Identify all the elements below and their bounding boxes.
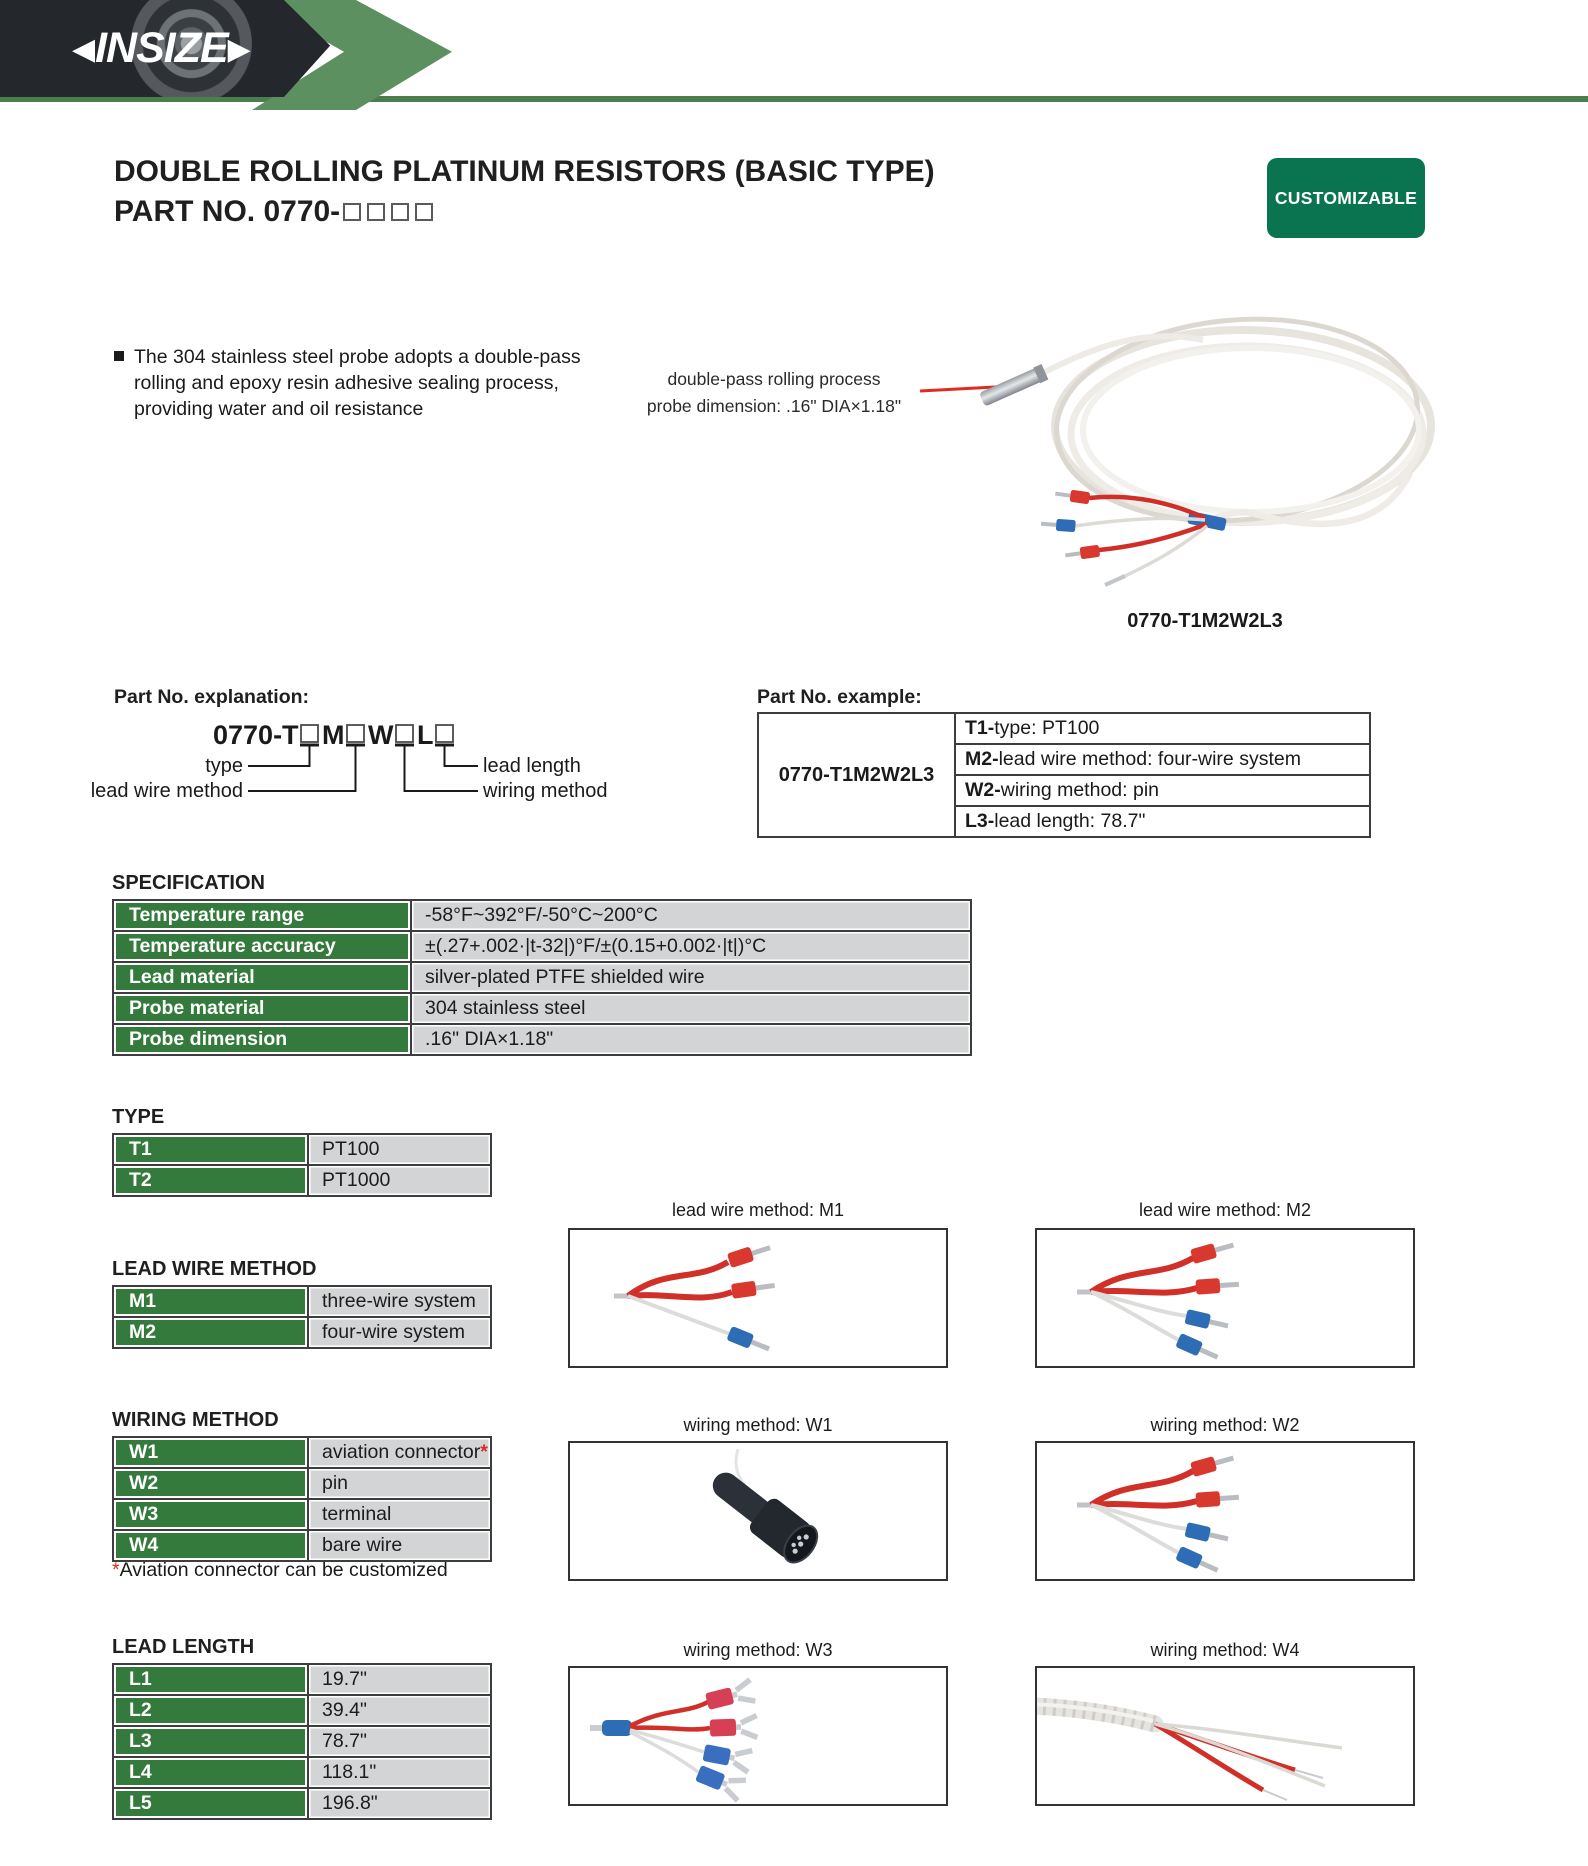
spec-label: Lead material <box>113 962 411 993</box>
type-heading: TYPE <box>112 1106 165 1128</box>
wiring-code: W3 <box>113 1499 308 1530</box>
spec-value: ±(.27+.002·|t-32|)°F/±(0.15+0.002·|t|)°C <box>411 931 971 962</box>
wiring-code: W1 <box>113 1437 308 1468</box>
table-row <box>113 1726 491 1757</box>
table-row <box>113 1499 491 1530</box>
lead-wire-code: M2 <box>113 1317 308 1348</box>
lead-wire-value: three-wire system <box>308 1286 491 1317</box>
table-row <box>113 962 971 993</box>
table-row <box>113 1134 491 1165</box>
annotation-line2: probe dimension: .16" DIA×1.18" <box>646 396 902 416</box>
code-letter-m: M <box>322 720 345 750</box>
table-row <box>113 900 971 931</box>
example-row-lead-length: L3-lead length: 78.7" <box>955 806 1370 837</box>
m2-wires-image <box>1037 1230 1412 1365</box>
lead-length-heading: LEAD LENGTH <box>112 1636 255 1658</box>
logo-left-arrow-icon: ◀ <box>72 33 96 66</box>
code-letter-w: W <box>368 720 394 750</box>
lead-wire-method-table <box>112 1285 492 1349</box>
wiring-value: aviation connector* <box>308 1437 491 1468</box>
label-type: type <box>205 755 243 777</box>
example-part-no: 0770-T1M2W2L3 <box>758 713 955 837</box>
figure-caption-w4: wiring method: W4 <box>1150 1640 1300 1660</box>
w4-bare-wire-image <box>1037 1668 1412 1803</box>
customizable-badge: CUSTOMIZABLE <box>1267 158 1425 238</box>
table-row <box>113 1024 971 1055</box>
lead-length-table <box>112 1663 492 1820</box>
annotation-line1: double-pass rolling process <box>667 369 881 389</box>
spec-value: .16" DIA×1.18" <box>411 1024 971 1055</box>
table-row <box>113 993 971 1024</box>
table-row <box>113 1664 491 1695</box>
table-row <box>113 1788 491 1819</box>
placeholder-box <box>343 203 361 221</box>
figure-box-w1 <box>568 1441 948 1581</box>
lead-length-code: L2 <box>113 1695 308 1726</box>
type-code: T1 <box>113 1134 308 1165</box>
table-row <box>113 931 971 962</box>
wiring-value: bare wire <box>308 1530 491 1561</box>
spec-value: -58°F~392°F/-50°C~200°C <box>411 900 971 931</box>
label-wiring-method: wiring method <box>483 780 608 802</box>
wiring-value: pin <box>308 1468 491 1499</box>
table-row <box>113 1530 491 1561</box>
spec-label: Probe material <box>113 993 411 1024</box>
insize-logo <box>72 24 251 73</box>
wiring-footnote: *Aviation connector can be customized <box>112 1559 448 1581</box>
logo-text: INSIZE <box>95 24 228 72</box>
wiring-code: W4 <box>113 1530 308 1561</box>
part-no-example-table <box>757 712 1371 838</box>
lead-wire-value: four-wire system <box>308 1317 491 1348</box>
w3-terminal-wires-image <box>570 1668 945 1803</box>
specification-table <box>112 899 972 1056</box>
table-row <box>758 713 1370 744</box>
lead-length-code: L4 <box>113 1757 308 1788</box>
table-row <box>113 1468 491 1499</box>
figure-caption-w3: wiring method: W3 <box>683 1640 833 1660</box>
figure-caption-w1: wiring method: W1 <box>683 1415 833 1435</box>
feature-bullet <box>114 344 634 422</box>
lead-length-value: 78.7" <box>308 1726 491 1757</box>
table-row <box>113 1165 491 1196</box>
w1-aviation-connector-image <box>570 1443 945 1578</box>
label-lead-length: lead length <box>483 755 581 777</box>
type-value: PT100 <box>308 1134 491 1165</box>
lead-wire-method-heading: LEAD WIRE METHOD <box>112 1258 317 1280</box>
spec-value: silver-plated PTFE shielded wire <box>411 962 971 993</box>
lead-length-value: 39.4" <box>308 1695 491 1726</box>
placeholder-box <box>415 203 433 221</box>
lead-length-value: 118.1" <box>308 1757 491 1788</box>
part-no-example-heading: Part No. example: <box>757 686 922 708</box>
figure-box-w2 <box>1035 1441 1415 1581</box>
figure-box-w4 <box>1035 1666 1415 1806</box>
label-lead-wire-method: lead wire method <box>90 780 243 802</box>
example-row-type: T1-type: PT100 <box>955 713 1370 744</box>
code-prefix: 0770-T <box>213 720 299 750</box>
specification-heading: SPECIFICATION <box>112 872 265 894</box>
type-value: PT1000 <box>308 1165 491 1196</box>
example-row-wiring: W2-wiring method: pin <box>955 775 1370 806</box>
code-letter-l: L <box>417 720 434 750</box>
lead-wire-code: M1 <box>113 1286 308 1317</box>
probe-tip <box>978 364 1048 408</box>
figure-caption-m1: lead wire method: M1 <box>671 1200 845 1220</box>
type-table <box>112 1133 492 1197</box>
table-row <box>113 1695 491 1726</box>
figure-box-m2 <box>1035 1228 1415 1368</box>
spec-label: Probe dimension <box>113 1024 411 1055</box>
logo-right-arrow-icon: ▶ <box>227 33 251 66</box>
spec-value: 304 stainless steel <box>411 993 971 1024</box>
lead-length-value: 196.8" <box>308 1788 491 1819</box>
footnote-asterisk: * <box>112 1559 120 1581</box>
lead-length-value: 19.7" <box>308 1664 491 1695</box>
figure-box-w3 <box>568 1666 948 1806</box>
probe-annotation <box>628 366 920 420</box>
wiring-method-heading: WIRING METHOD <box>112 1409 279 1431</box>
bullet-square-icon <box>114 351 124 361</box>
lead-length-code: L1 <box>113 1664 308 1695</box>
type-code: T2 <box>113 1165 308 1196</box>
figure-box-m1 <box>568 1228 948 1368</box>
spec-label: Temperature range <box>113 900 411 931</box>
table-row <box>113 1286 491 1317</box>
table-row <box>113 1757 491 1788</box>
product-caption: 0770-T1M2W2L3 <box>1127 610 1283 632</box>
wiring-code: W2 <box>113 1468 308 1499</box>
feature-text: The 304 stainless steel probe adopts a double-pass rolling and epoxy resin adhesive sealing process, providing water and oil resistance <box>134 346 581 420</box>
figure-caption-w2: wiring method: W2 <box>1150 1415 1300 1435</box>
table-row <box>113 1317 491 1348</box>
part-no-explanation-heading: Part No. explanation: <box>114 686 310 708</box>
part-no-explanation-diagram <box>58 712 618 812</box>
placeholder-box <box>391 203 409 221</box>
wiring-value: terminal <box>308 1499 491 1530</box>
table-row <box>113 1437 491 1468</box>
figure-caption-m2: lead wire method: M2 <box>1138 1200 1312 1220</box>
lead-length-code: L5 <box>113 1788 308 1819</box>
wiring-method-table <box>112 1436 492 1562</box>
w2-pin-wires-image <box>1037 1443 1412 1578</box>
m1-wires-image <box>570 1230 945 1365</box>
example-row-lead-wire: M2-lead wire method: four-wire system <box>955 744 1370 775</box>
page-title-line2: PART NO. 0770- <box>114 192 935 232</box>
lead-length-code: L3 <box>113 1726 308 1757</box>
placeholder-box <box>367 203 385 221</box>
page-title-line1: DOUBLE ROLLING PLATINUM RESISTORS (BASIC TYPE) <box>114 155 935 188</box>
page-title <box>114 152 935 232</box>
spec-label: Temperature accuracy <box>113 931 411 962</box>
product-photo <box>955 288 1445 618</box>
